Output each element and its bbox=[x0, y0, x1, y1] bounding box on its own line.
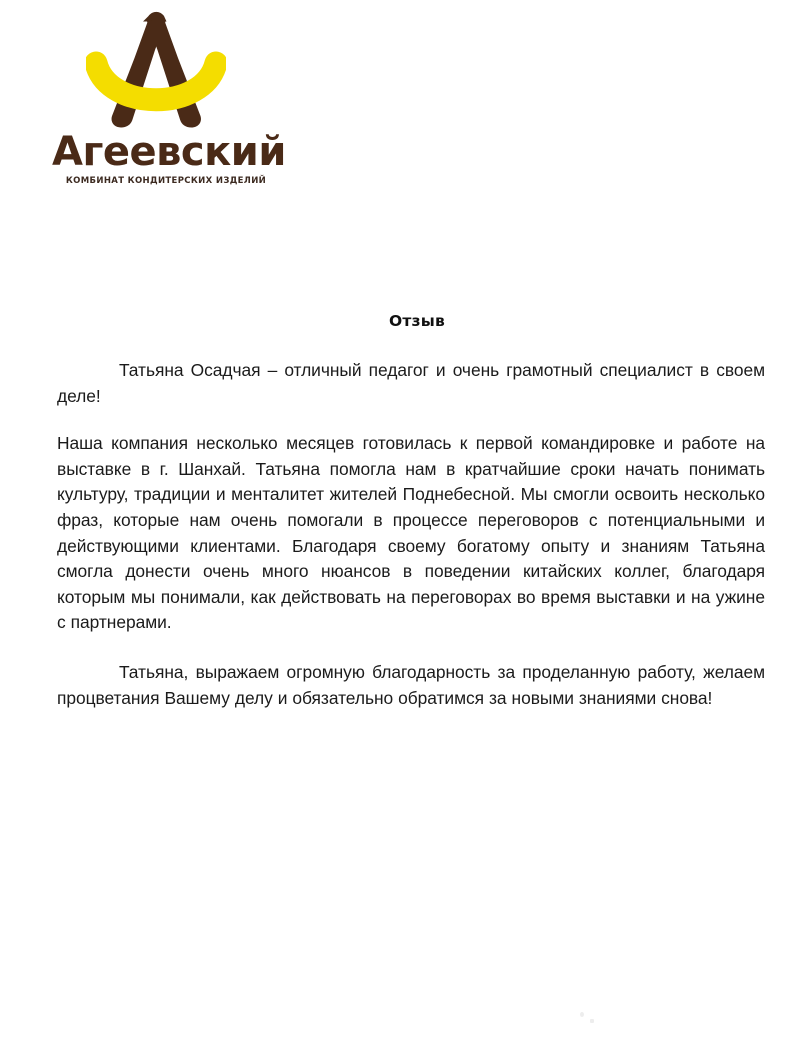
company-name: Агеевский bbox=[52, 129, 286, 175]
letter-paragraph-2: Наша компания несколько месяцев готовилась к первой командировке и работе на выставке в г. Шанхай. Татьяна помогла нам в кратчайшие сроки начать понимать культуру, традиции и менталитет жителей Поднебесной. Мы смогли освоить несколько фраз, которые нам очень помогали в процессе переговоров с потенциальными и действующими клиентами. Благодаря своему богатому опыту и знаниям Татьяна смогла донести очень много нюансов в поведении китайских коллег, благодаря которым мы понимали, как действовать на переговорах во время выставки и на ужине с партнерами. bbox=[57, 433, 765, 633]
scan-artifact bbox=[580, 1012, 584, 1017]
company-tagline: КОМБИНАТ КОНДИТЕРСКИХ ИЗДЕЛИЙ bbox=[65, 176, 267, 186]
paragraph-spacer bbox=[57, 636, 765, 660]
paragraph-spacer bbox=[57, 409, 765, 431]
letter-title: Отзыв bbox=[389, 312, 445, 330]
letter-paragraph-3: Татьяна, выражаем огромную благодарность за проделанную работу, желаем процветания Вашему делу и обязательно обратимся за новыми знаниями снова! bbox=[57, 661, 765, 708]
ageevsky-letter-a-logo-icon bbox=[86, 8, 226, 130]
letterhead bbox=[50, 8, 286, 193]
letter-paragraph-1: Татьяна Осадчая – отличный педагог и очень грамотный специалист в своем деле! bbox=[57, 360, 765, 406]
scan-artifact bbox=[590, 1019, 594, 1023]
letter-body bbox=[57, 310, 765, 711]
